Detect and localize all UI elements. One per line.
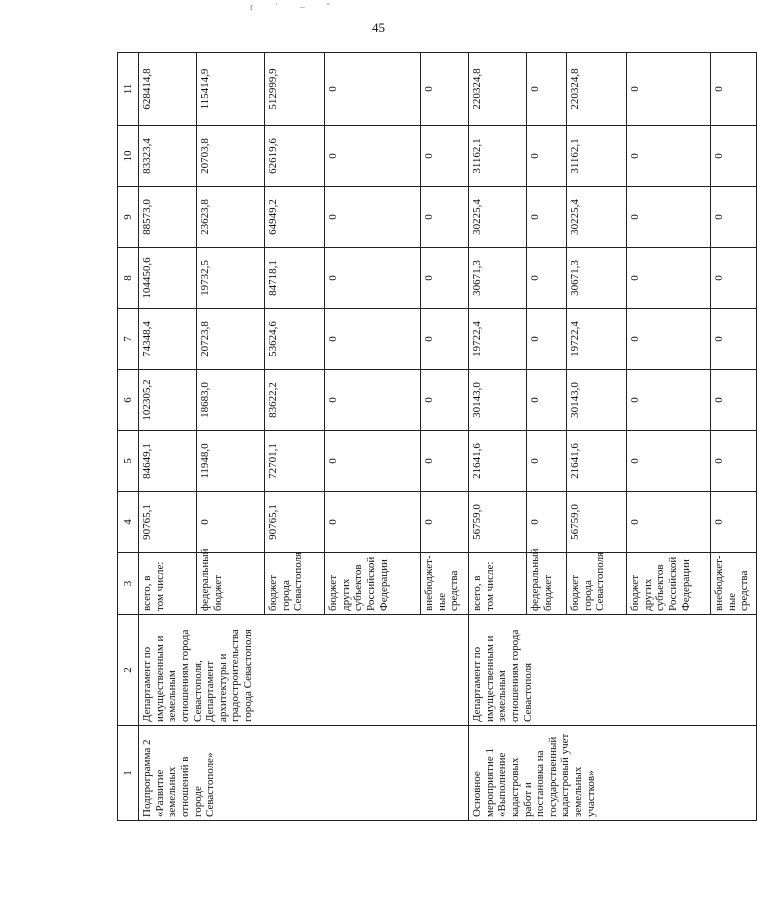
amount-cell: 30143,0 <box>469 370 527 431</box>
amount-cell: 0 <box>421 126 469 187</box>
table-row <box>139 53 197 821</box>
amount-cell: 0 <box>627 187 711 248</box>
amount-cell: 30225,4 <box>469 187 527 248</box>
amount-cell: 30225,4 <box>567 187 627 248</box>
amount-cell: 19722,4 <box>469 309 527 370</box>
amount-cell: 0 <box>627 492 711 553</box>
amount-cell: 0 <box>325 431 421 492</box>
amount-cell: 83622,2 <box>265 370 325 431</box>
funding-source-cell: внебюджет-ные средства <box>711 553 757 615</box>
funding-source-cell: бюджет города Севастополя <box>567 553 627 615</box>
amount-cell: 72701,1 <box>265 431 325 492</box>
amount-cell: 0 <box>627 431 711 492</box>
amount-cell: 102305,2 <box>139 370 197 431</box>
amount-cell: 84718,1 <box>265 248 325 309</box>
responsible-executor-cell: Департамент по имущественным и земельным отношениям города Севастополя, Департамент архитектуры и градостроительства города Севастополя <box>139 615 469 726</box>
amount-cell: 64949,2 <box>265 187 325 248</box>
column-number: 8 <box>118 248 139 309</box>
amount-cell: 0 <box>325 248 421 309</box>
scan-specks <box>250 2 352 12</box>
speck: ˆ <box>326 2 352 12</box>
amount-cell: 19732,5 <box>197 248 265 309</box>
amount-cell: 0 <box>527 370 567 431</box>
amount-cell: 56759,0 <box>469 492 527 553</box>
amount-cell: 0 <box>421 248 469 309</box>
amount-cell: 115414,9 <box>197 53 265 126</box>
funding-source-cell: бюджет других субъектов Российской Федерации <box>325 553 421 615</box>
funding-source-cell: внебюджет-ные средства <box>421 553 469 615</box>
amount-cell: 56759,0 <box>567 492 627 553</box>
amount-cell: 0 <box>527 53 567 126</box>
amount-cell: 0 <box>627 309 711 370</box>
amount-cell: 0 <box>711 431 757 492</box>
column-number: 3 <box>118 553 139 615</box>
amount-cell: 31162,1 <box>567 126 627 187</box>
funding-source-cell: бюджет других субъектов Российской Федерации <box>627 553 711 615</box>
amount-cell: 18683,0 <box>197 370 265 431</box>
amount-cell: 0 <box>711 187 757 248</box>
amount-cell: 0 <box>711 53 757 126</box>
amount-cell: 62619,6 <box>265 126 325 187</box>
amount-cell: 0 <box>627 248 711 309</box>
amount-cell: 0 <box>421 370 469 431</box>
amount-cell: 220324,8 <box>469 53 527 126</box>
amount-cell: 0 <box>711 248 757 309</box>
speck: ˋ <box>275 2 301 12</box>
program-name-cell: Подпрограмма 2 «Развитие земельных отношений в городе Севастополе» <box>139 726 469 821</box>
funding-source-cell: федеральный бюджет <box>197 553 265 615</box>
column-number: 11 <box>118 53 139 126</box>
amount-cell: 0 <box>527 309 567 370</box>
amount-cell: 0 <box>325 53 421 126</box>
amount-cell: 0 <box>627 126 711 187</box>
amount-cell: 628414,8 <box>139 53 197 126</box>
budget-table <box>117 52 757 821</box>
amount-cell: 0 <box>527 492 567 553</box>
funding-source-cell: всего, в том числе: <box>139 553 197 615</box>
amount-cell: 0 <box>421 187 469 248</box>
amount-cell: 0 <box>421 492 469 553</box>
amount-cell: 31162,1 <box>469 126 527 187</box>
amount-cell: 0 <box>711 492 757 553</box>
amount-cell: 30671,3 <box>469 248 527 309</box>
amount-cell: 0 <box>325 126 421 187</box>
speck: ґ <box>250 2 276 12</box>
amount-cell: 0 <box>197 492 265 553</box>
amount-cell: 512999,9 <box>265 53 325 126</box>
amount-cell: 0 <box>527 126 567 187</box>
amount-cell: 53624,6 <box>265 309 325 370</box>
amount-cell: 83323,4 <box>139 126 197 187</box>
amount-cell: 0 <box>421 431 469 492</box>
amount-cell: 0 <box>325 370 421 431</box>
funding-source-cell: всего, в том числе: <box>469 553 527 615</box>
amount-cell: 0 <box>711 126 757 187</box>
amount-cell: 0 <box>711 309 757 370</box>
column-number: 1 <box>118 726 139 821</box>
amount-cell: 0 <box>527 248 567 309</box>
amount-cell: 0 <box>421 53 469 126</box>
column-number: 10 <box>118 126 139 187</box>
column-number: 7 <box>118 309 139 370</box>
funding-source-cell: бюджет города Севастополя <box>265 553 325 615</box>
amount-cell: 220324,8 <box>567 53 627 126</box>
amount-cell: 19722,4 <box>567 309 627 370</box>
amount-cell: 104450,6 <box>139 248 197 309</box>
amount-cell: 0 <box>421 309 469 370</box>
amount-cell: 0 <box>627 370 711 431</box>
amount-cell: 21641,6 <box>567 431 627 492</box>
amount-cell: 0 <box>325 309 421 370</box>
column-number: 9 <box>118 187 139 248</box>
amount-cell: 0 <box>325 187 421 248</box>
amount-cell: 84649,1 <box>139 431 197 492</box>
amount-cell: 20723,8 <box>197 309 265 370</box>
amount-cell: 11948,0 <box>197 431 265 492</box>
responsible-executor-cell: Департамент по имущественным и земельным отношениям города Севастополя <box>469 615 757 726</box>
amount-cell: 90765,1 <box>265 492 325 553</box>
speck: – <box>300 2 327 12</box>
amount-cell: 0 <box>711 370 757 431</box>
column-number-row <box>118 53 139 821</box>
column-number: 5 <box>118 431 139 492</box>
column-number: 2 <box>118 615 139 726</box>
table-row <box>469 53 527 821</box>
column-number: 6 <box>118 370 139 431</box>
amount-cell: 30143,0 <box>567 370 627 431</box>
rotated-table-container <box>117 53 751 821</box>
amount-cell: 20703,8 <box>197 126 265 187</box>
amount-cell: 88573,0 <box>139 187 197 248</box>
amount-cell: 74348,4 <box>139 309 197 370</box>
amount-cell: 0 <box>527 187 567 248</box>
amount-cell: 0 <box>325 492 421 553</box>
amount-cell: 90765,1 <box>139 492 197 553</box>
funding-source-cell: федеральный бюджет <box>527 553 567 615</box>
column-number: 4 <box>118 492 139 553</box>
page-number: 45 <box>372 20 385 35</box>
amount-cell: 21641,6 <box>469 431 527 492</box>
amount-cell: 0 <box>627 53 711 126</box>
program-name-cell: Основное мероприятие 1 «Выполнение кадастровых работ и постановка на государственный кадастровый учет земельных участков» <box>469 726 757 821</box>
amount-cell: 23623,8 <box>197 187 265 248</box>
amount-cell: 0 <box>527 431 567 492</box>
amount-cell: 30671,3 <box>567 248 627 309</box>
